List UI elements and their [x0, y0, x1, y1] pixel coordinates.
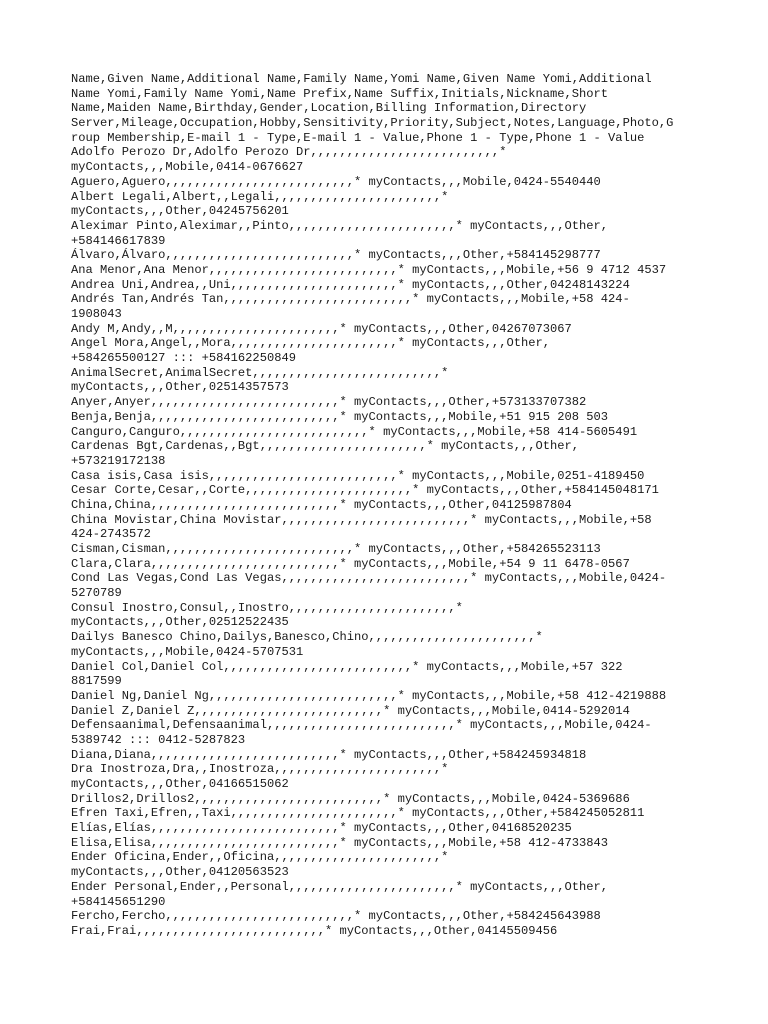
text-line: Andy M,Andy,,M,,,,,,,,,,,,,,,,,,,,,,,* myContacts,,,Other,04267073067: [71, 321, 572, 336]
text-line: myContacts,,,Other,04166515062: [71, 777, 289, 791]
text-line: Angel Mora,Angel,,Mora,,,,,,,,,,,,,,,,,,,,,,,* myContacts,,,Other,: [71, 336, 550, 351]
text-line: 5389742 ::: 0412-5287823: [71, 732, 246, 747]
text-line: +573219172138: [71, 453, 166, 468]
text-line: Daniel Ng,Daniel Ng,,,,,,,,,,,,,,,,,,,,,,,,,,* myContacts,,,Mobile,+58 412-4219888: [71, 688, 667, 703]
text-line: Name,Maiden Name,Birthday,Gender,Location,Billing Information,Directory: [71, 101, 587, 116]
text-line: 8817599: [71, 674, 122, 689]
text-line: Frai,Frai,,,,,,,,,,,,,,,,,,,,,,,,,,* myContacts,,,Other,04145509456: [71, 923, 558, 938]
text-line: Elías,Elías,,,,,,,,,,,,,,,,,,,,,,,,,,* myContacts,,,Other,04168520235: [71, 821, 572, 836]
text-line: Server,Mileage,Occupation,Hobby,Sensitivity,Priority,Subject,Notes,Language,Photo,G: [71, 116, 674, 131]
text-line: 5270789: [71, 586, 122, 601]
text-line: Cond Las Vegas,Cond Las Vegas,,,,,,,,,,,,,,,,,,,,,,,,,,* myContacts,,,Mobile,0424-: [71, 571, 667, 586]
text-line: Elisa,Elisa,,,,,,,,,,,,,,,,,,,,,,,,,,* myContacts,,,Mobile,+58 412-4733843: [71, 835, 609, 850]
text-line: Name Yomi,Family Name Yomi,Name Prefix,Name Suffix,Initials,Nickname,Short: [71, 86, 609, 101]
text-line: Clara,Clara,,,,,,,,,,,,,,,,,,,,,,,,,,* myContacts,,,Mobile,+54 9 11 6478-0567: [71, 556, 630, 571]
text-line: Albert Legali,Albert,,Legali,,,,,,,,,,,,,,,,,,,,,,,*: [71, 189, 449, 204]
text-line: Benja,Benja,,,,,,,,,,,,,,,,,,,,,,,,,,* myContacts,,,Mobile,+51 915 208 503: [71, 409, 609, 424]
text-line: Fercho,Fercho,,,,,,,,,,,,,,,,,,,,,,,,,,* myContacts,,,Other,+584245643988: [71, 909, 601, 924]
text-line: +584146617839: [71, 233, 166, 248]
text-line: Efren Taxi,Efren,,Taxi,,,,,,,,,,,,,,,,,,,,,,,* myContacts,,,Other,+584245052811: [71, 806, 645, 821]
text-line: Álvaro,Álvaro,,,,,,,,,,,,,,,,,,,,,,,,,,* myContacts,,,Other,+584145298777: [71, 248, 601, 263]
text-line: China,China,,,,,,,,,,,,,,,,,,,,,,,,,,* myContacts,,,Other,04125987804: [71, 497, 572, 512]
text-line: myContacts,,,Other,04120563523: [71, 865, 289, 880]
text-line: myContacts,,,Other,02514357573: [71, 380, 289, 395]
text-line: myContacts,,,Other,02512522435: [71, 615, 289, 630]
text-line: +584145651290: [71, 894, 166, 909]
text-line: Aleximar Pinto,Aleximar,,Pinto,,,,,,,,,,,,,,,,,,,,,,,* myContacts,,,Other,: [71, 218, 609, 233]
text-line: myContacts,,,Mobile,0414-0676627: [71, 160, 304, 175]
text-line: myContacts,,,Mobile,0424-5707531: [71, 644, 304, 659]
text-line: Anyer,Anyer,,,,,,,,,,,,,,,,,,,,,,,,,,* myContacts,,,Other,+573133707382: [71, 395, 587, 410]
text-line: China Movistar,China Movistar,,,,,,,,,,,,,,,,,,,,,,,,,,* myContacts,,,Mobile,+58: [71, 512, 652, 527]
text-line: AnimalSecret,AnimalSecret,,,,,,,,,,,,,,,,,,,,,,,,,,*: [71, 365, 449, 380]
text-line: Ana Menor,Ana Menor,,,,,,,,,,,,,,,,,,,,,,,,,,* myContacts,,,Mobile,+56 9 4712 4537: [71, 262, 667, 277]
text-line: Andrea Uni,Andrea,,Uni,,,,,,,,,,,,,,,,,,,,,,,* myContacts,,,Other,04248143224: [71, 277, 630, 292]
text-line: 424-2743572: [71, 527, 151, 542]
text-line: +584265500127 ::: +584162250849: [71, 351, 296, 366]
text-line: Cardenas Bgt,Cardenas,,Bgt,,,,,,,,,,,,,,,,,,,,,,,* myContacts,,,Other,: [71, 439, 580, 454]
text-line: Aguero,Aguero,,,,,,,,,,,,,,,,,,,,,,,,,,* myContacts,,,Mobile,0424-5540440: [71, 174, 601, 189]
text-line: Diana,Diana,,,,,,,,,,,,,,,,,,,,,,,,,,* myContacts,,,Other,+584245934818: [71, 747, 587, 762]
document-page: [71, 72, 701, 939]
text-line: Cesar Corte,Cesar,,Corte,,,,,,,,,,,,,,,,,,,,,,,* myContacts,,,Other,+584145048171: [71, 483, 659, 498]
text-line: Andrés Tan,Andrés Tan,,,,,,,,,,,,,,,,,,,,,,,,,,* myContacts,,,Mobile,+58 424-: [71, 292, 630, 307]
text-line: 1908043: [71, 307, 122, 321]
text-line: Consul Inostro,Consul,,Inostro,,,,,,,,,,,,,,,,,,,,,,,*: [71, 600, 463, 615]
text-line: Canguro,Canguro,,,,,,,,,,,,,,,,,,,,,,,,,,* myContacts,,,Mobile,+58 414-5605491: [71, 424, 638, 439]
text-line: Daniel Z,Daniel Z,,,,,,,,,,,,,,,,,,,,,,,,,,* myContacts,,,Mobile,0414-5292014: [71, 703, 630, 718]
text-line: Casa isis,Casa isis,,,,,,,,,,,,,,,,,,,,,,,,,,* myContacts,,,Mobile,0251-4189450: [71, 468, 645, 483]
text-line: Daniel Col,Daniel Col,,,,,,,,,,,,,,,,,,,,,,,,,,* myContacts,,,Mobile,+57 322: [71, 659, 623, 674]
text-line: Drillos2,Drillos2,,,,,,,,,,,,,,,,,,,,,,,,,,* myContacts,,,Mobile,0424-5369686: [71, 791, 630, 806]
text-line: Cisman,Cisman,,,,,,,,,,,,,,,,,,,,,,,,,,* myContacts,,,Other,+584265523113: [71, 542, 601, 556]
text-line: Adolfo Perozo Dr,Adolfo Perozo Dr,,,,,,,,,,,,,,,,,,,,,,,,,,*: [71, 145, 507, 160]
text-line: roup Membership,E-mail 1 - Type,E-mail 1 - Value,Phone 1 - Type,Phone 1 - Value: [71, 130, 645, 145]
text-line: Defensaanimal,Defensaanimal,,,,,,,,,,,,,,,,,,,,,,,,,,* myContacts,,,Mobile,0424-: [71, 718, 652, 733]
csv-text-body: [71, 72, 701, 939]
text-line: Name,Given Name,Additional Name,Family Name,Yomi Name,Given Name Yomi,Additional: [71, 72, 652, 86]
text-line: myContacts,,,Other,04245756201: [71, 204, 289, 219]
text-line: Ender Oficina,Ender,,Oficina,,,,,,,,,,,,,,,,,,,,,,,*: [71, 850, 449, 865]
text-line: Dra Inostroza,Dra,,Inostroza,,,,,,,,,,,,,,,,,,,,,,,*: [71, 762, 449, 777]
text-line: Ender Personal,Ender,,Personal,,,,,,,,,,,,,,,,,,,,,,,* myContacts,,,Other,: [71, 879, 609, 894]
text-line: Dailys Banesco Chino,Dailys,Banesco,Chino,,,,,,,,,,,,,,,,,,,,,,,*: [71, 630, 543, 645]
